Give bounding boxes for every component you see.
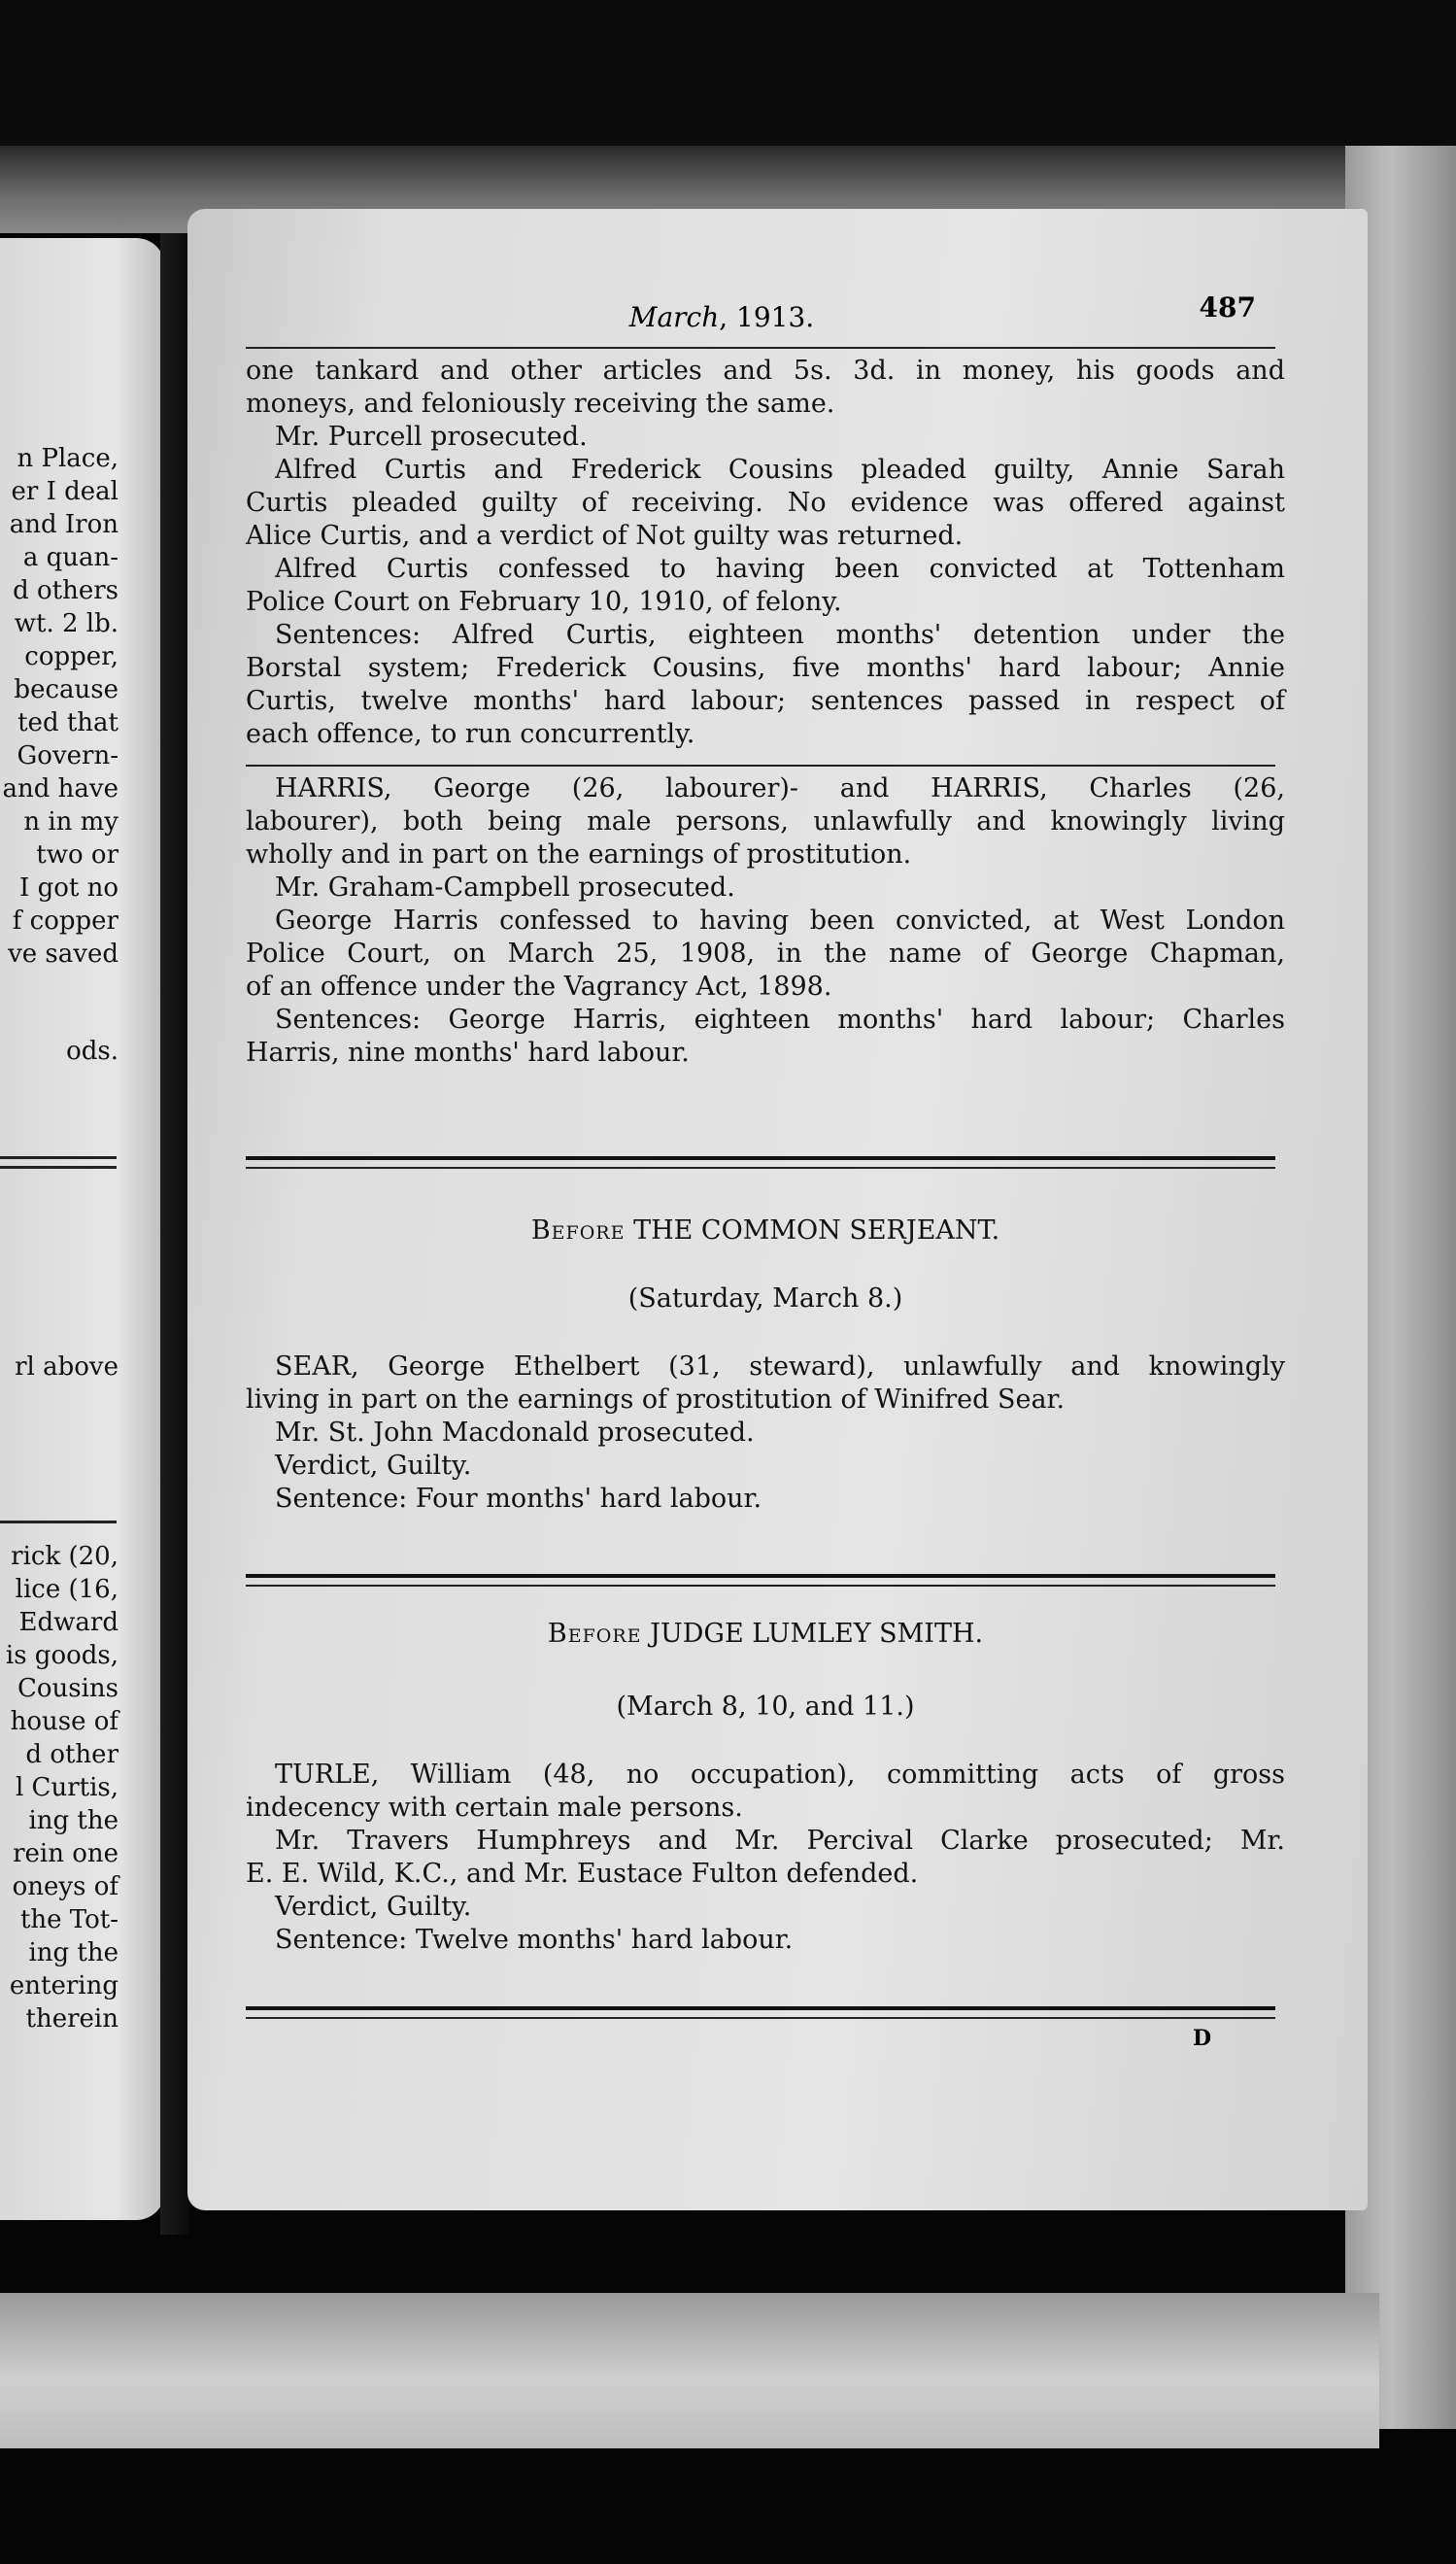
before-word: Before (530, 1215, 626, 1246)
header-rule (246, 347, 1275, 349)
running-header (187, 301, 1256, 333)
left-fragment: wt. 2 lb. (14, 609, 119, 638)
section-heading (246, 1618, 1285, 1651)
case-text-line: labourer), both being male persons, unlawfully and knowingly living (246, 806, 1285, 837)
left-fragment: n in my (23, 807, 119, 837)
left-fragment: entering (9, 1971, 119, 2000)
prosecution-line: Mr. St. John Macdonald prosecuted. (275, 1418, 755, 1448)
sentence-line: Borstal system; Frederick Cousins, five months' hard labour; Annie (246, 653, 1285, 683)
header-year: , 1913. (719, 301, 815, 333)
conviction-line: of an offence under the Vagrancy Act, 1898. (246, 972, 832, 1002)
left-fragment: Govern- (17, 741, 119, 770)
left-fragment: two or (36, 840, 119, 870)
left-fragment: rl above (15, 1352, 119, 1382)
case-text-line: living in part on the earnings of prostitution of Winifred Sear. (246, 1385, 1066, 1415)
counsel-line: Mr. Travers Humphreys and Mr. Percival Clarke prosecuted; Mr. (275, 1826, 1285, 1856)
left-fragment: ve saved (8, 940, 119, 969)
left-fragment: is goods, (5, 1641, 119, 1670)
section-date: (Saturday, March 8.) (627, 1283, 903, 1314)
book-gutter (160, 233, 189, 2235)
dark-background-bottom (0, 2448, 1456, 2564)
sentence-line: Curtis, twelve months' hard labour; sentences passed in respect of (246, 686, 1285, 716)
left-fragment: therein (25, 2004, 119, 2034)
dark-background-top (0, 0, 1456, 165)
case-harris (246, 772, 1285, 1070)
conviction-line: Police Court on February 10, 1910, of felony. (246, 587, 842, 617)
sentence-line: Sentence: Four months' hard labour. (275, 1484, 762, 1514)
left-fragment: the Tot- (19, 1905, 119, 1934)
conviction-line: Alfred Curtis confessed to having been convicted at Tottenham (275, 554, 1285, 584)
judge-title: JUDGE LUMLEY SMITH. (650, 1619, 984, 1649)
section-lumley-smith (246, 1618, 1285, 1651)
judge-title: THE COMMON SERJEANT. (633, 1215, 1000, 1246)
sentence-line: each offence, to run concurrently. (246, 719, 695, 749)
case-text-line: wholly and in part on the earnings of prostitution. (246, 839, 912, 870)
case-separator-rule (246, 765, 1275, 767)
left-fragment: because (14, 675, 119, 704)
section-common-serjeant (246, 1214, 1285, 1248)
verdict-line: Verdict, Guilty. (275, 1451, 472, 1481)
left-fragment: Cousins (17, 1674, 119, 1703)
counsel-line: E. E. Wild, K.C., and Mr. Eustace Fulton defended. (246, 1859, 919, 1889)
left-rule (0, 1156, 117, 1159)
plea-line: Alice Curtis, and a verdict of Not guilty was returned. (246, 521, 964, 551)
sentence-line: Sentences: Alfred Curtis, eighteen months' detention under the (275, 620, 1285, 650)
left-fragment: and have (2, 774, 119, 803)
sentence-line: Sentences: George Harris, eighteen months' hard labour; Charles (275, 1005, 1285, 1035)
case-text-line: moneys, and feloniously receiving the same. (246, 389, 835, 419)
section-separator-rule (246, 1156, 1275, 1169)
left-fragment: Edward (18, 1608, 119, 1637)
section-date-block (246, 1282, 1285, 1316)
case-sear (246, 1350, 1285, 1516)
section-separator-rule (246, 1574, 1275, 1587)
verdict-line: Verdict, Guilty. (275, 1892, 472, 1922)
prosecution-line: Mr. Graham-Campbell prosecuted. (275, 872, 735, 903)
signature-mark: D (1193, 2026, 1212, 2051)
left-fragment: house of (10, 1707, 119, 1736)
left-fragment: copper, (24, 642, 119, 671)
case-turle (246, 1759, 1285, 1957)
left-fragment: ods. (66, 1037, 119, 1066)
left-rule (0, 1166, 117, 1169)
left-fragment: oneys of (12, 1872, 119, 1901)
book-holder-bottom (0, 2293, 1379, 2468)
left-rule (0, 1521, 117, 1523)
page-487 (187, 209, 1368, 2210)
section-date-block (246, 1691, 1285, 1724)
case-text-line: indecency with certain male persons. (246, 1793, 743, 1823)
plea-line: Curtis pleaded guilty of receiving. No evidence was offered against (246, 488, 1285, 518)
left-fragment: ing the (28, 1806, 119, 1835)
left-fragment: d others (13, 576, 119, 605)
left-fragment: n Place, (17, 444, 119, 473)
left-fragment: rick (20, (11, 1542, 119, 1571)
section-heading (246, 1214, 1285, 1248)
left-fragment: f copper (12, 906, 119, 936)
case-curtis (246, 355, 1285, 751)
left-fragment: l Curtis, (15, 1773, 119, 1802)
left-facing-page (0, 238, 165, 2220)
left-fragment: rein one (13, 1839, 119, 1868)
conviction-line: George Harris confessed to having been convicted, at West London (275, 906, 1285, 936)
left-fragment: a quan- (22, 543, 119, 572)
left-fragment: ing the (28, 1938, 119, 1967)
end-rule (246, 2006, 1275, 2019)
sentence-line: Harris, nine months' hard labour. (246, 1038, 690, 1068)
case-text-line: TURLE, William (48, no occupation), committing acts of gross (275, 1760, 1285, 1790)
before-word: Before (547, 1619, 642, 1649)
plea-line: Alfred Curtis and Frederick Cousins pleaded guilty, Annie Sarah (275, 455, 1285, 485)
conviction-line: Police Court, on March 25, 1908, in the name of George Chapman, (246, 939, 1285, 969)
header-month: March (628, 301, 720, 333)
sentence-line: Sentence: Twelve months' hard labour. (275, 1925, 794, 1955)
left-fragment: and Iron (9, 510, 119, 539)
left-fragment: lice (16, (15, 1575, 119, 1604)
prosecution-line: Mr. Purcell prosecuted. (275, 422, 588, 452)
page-number: 487 (1199, 291, 1256, 324)
case-text-line: SEAR, George Ethelbert (31, steward), unlawfully and knowingly (275, 1351, 1285, 1382)
section-date: (March 8, 10, and 11.) (616, 1692, 915, 1722)
case-text-line: HARRIS, George (26, labourer)- and HARRIS, Charles (26, (275, 773, 1285, 803)
left-fragment: I got no (19, 873, 119, 903)
left-fragment: ted that (17, 708, 119, 737)
left-fragment: d other (25, 1740, 119, 1769)
case-text-line: one tankard and other articles and 5s. 3d. in money, his goods and (246, 356, 1285, 386)
left-fragment: er I deal (11, 477, 119, 506)
